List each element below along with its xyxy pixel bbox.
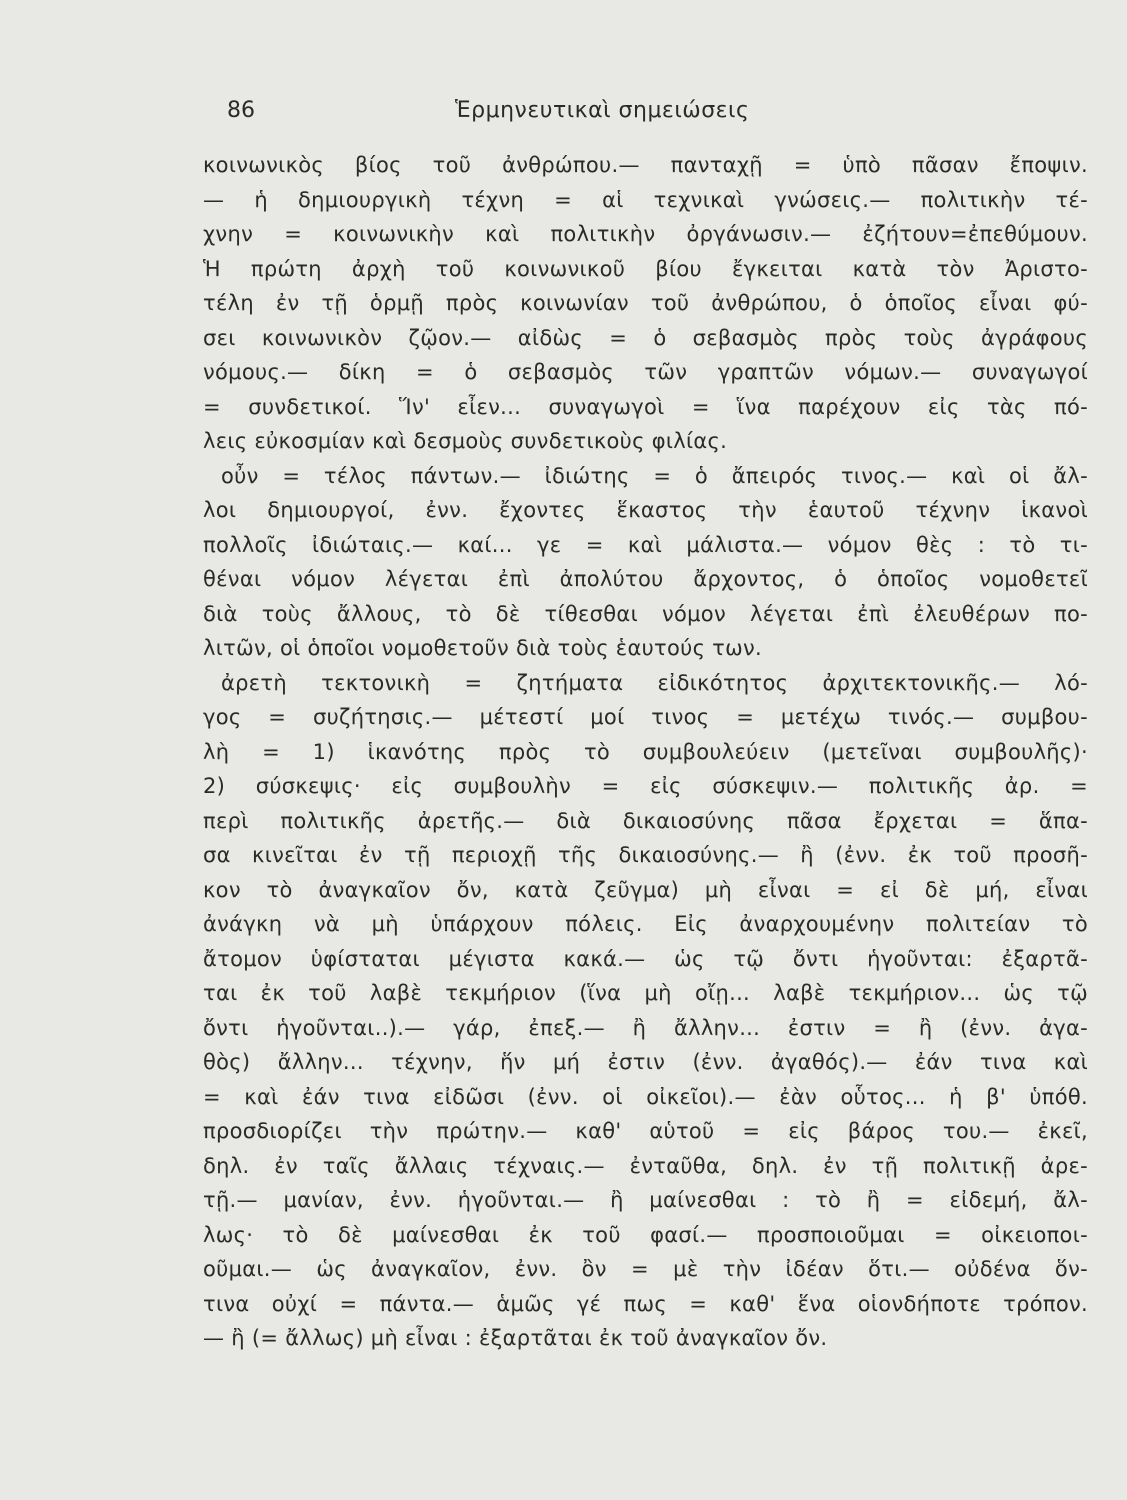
text-line: οὖν = τέλος πάντων.— ἰδιώτης = ὁ ἄπειρός τινος.— καὶ οἱ ἄλ- [221, 463, 1088, 488]
text-line: χνην = κοινωνικὴν καὶ πολιτικὴν ὀργάνωσιν.— ἐζήτουν=ἐπεθύμουν. [203, 222, 1088, 246]
text-line: σει κοινωνικὸν ζῷον.— αἰδὼς = ὁ σεβασμὸς πρὸς τοὺς ἀγράφους [203, 325, 1088, 350]
text-line: λιτῶν, οἱ ὁποῖοι νομοθετοῦν διὰ τοὺς ἑαυτούς των. [203, 636, 763, 660]
text-line: κον τὸ ἀναγκαῖον ὄν, κατὰ ζεῦγμα) μὴ εἶναι = εἰ δὲ μή, εἶναι [203, 877, 1088, 902]
text-line: λεις εὐκοσμίαν καὶ δεσμοὺς συνδετικοὺς φιλίας. [203, 429, 728, 453]
text-line: λοι δημιουργοί, ἐνν. ἔχοντες ἕκαστος τὴν ἑαυτοῦ τέχνην ἱκανοὶ [203, 498, 1088, 522]
text-line: θὸς) ἄλλην... τέχνην, ἥν μή ἐστιν (ἐνν. ἀγαθός).— ἐάν τινα καὶ [203, 1050, 1088, 1074]
text-line: δηλ. ἐν ταῖς ἄλλαις τέχναις.— ἐνταῦθα, δηλ. ἐν τῇ πολιτικῇ ἀρε- [203, 1153, 1088, 1178]
text-line: λως· τὸ δὲ μαίνεσθαι ἐκ τοῦ φασί.— προσποιοῦμαι = οἰκειοποι- [203, 1222, 1088, 1247]
text-line: ὄντι ἡγοῦνται..).— γάρ, ἐπεξ.— ἢ ἄλλην... ἐστιν = ἢ (ἐνν. ἀγα- [203, 1015, 1088, 1040]
text-line: γος = συζήτησις.— μέτεστί μοί τινος = μετέχω τινός.— συμβου- [203, 705, 1088, 729]
text-line: σα κινεῖται ἐν τῇ περιοχῇ τῆς δικαιοσύνης.— ἢ (ἐνν. ἐκ τοῦ προσῆ- [203, 843, 1088, 867]
text-line: 2) σύσκεψις· εἰς συμβουλὴν = εἰς σύσκεψιν.— πολιτικῆς ἀρ. = [203, 774, 1088, 798]
text-line: τέλη ἐν τῇ ὁρμῇ πρὸς κοινωνίαν τοῦ ἀνθρώπου, ὁ ὁποῖος εἶναι φύ- [203, 291, 1088, 315]
text-line: ται ἐκ τοῦ λαβὲ τεκμήριον (ἵνα μὴ οἴῃ... λαβὲ τεκμήριον... ὡς τῷ [203, 981, 1088, 1005]
text-line: λὴ = 1) ἱκανότης πρὸς τὸ συμβουλεύειν (μετεῖναι συμβουλῆς)· [203, 739, 1088, 764]
text-line: τῇ.— μανίαν, ἐνν. ἡγοῦνται.— ἢ μαίνεσθαι : τὸ ἢ = εἰδεμή, ἄλ- [203, 1188, 1088, 1212]
running-head-title: Ἑρμηνευτικαὶ σημειώσεις [455, 98, 750, 123]
text-line: διὰ τοὺς ἄλλους, τὸ δὲ τίθεσθαι νόμον λέγεται ἐπὶ ἐλευθέρων πο- [203, 601, 1088, 626]
text-line: κοινωνικὸς βίος τοῦ ἀνθρώπου.— πανταχῇ = ὑπὸ πᾶσαν ἔποψιν. [203, 153, 1088, 177]
text-line: πολλοῖς ἰδιώταις.— καί... γε = καὶ μάλιστα.— νόμον θὲς : τὸ τι- [203, 532, 1088, 557]
text-line: ἀνάγκη νὰ μὴ ὑπάρχουν πόλεις. Εἰς ἀναρχουμένην πολιτείαν τὸ [203, 912, 1088, 936]
text-line: — ἡ δημιουργικὴ τέχνη = αἱ τεχνικαὶ γνώσεις.— πολιτικὴν τέ- [203, 187, 1088, 212]
text-line: = συνδετικοί. Ἵν' εἶεν... συναγωγοὶ = ἵνα παρέχουν εἰς τὰς πό- [203, 394, 1088, 419]
commentary-text [203, 148, 1088, 1356]
text-line: θέναι νόμον λέγεται ἐπὶ ἀπολύτου ἄρχοντος, ὁ ὁποῖος νομοθετεῖ [203, 567, 1088, 591]
text-line: Ἡ πρώτη ἀρχὴ τοῦ κοινωνικοῦ βίου ἔγκειται κατὰ τὸν Ἀριστο- [203, 256, 1088, 281]
text-line: προσδιορίζει τὴν πρώτην.— καθ' αὑτοῦ = εἰς βάρος του.— ἐκεῖ, [203, 1119, 1088, 1143]
text-line: τινα οὐχί = πάντα.— ἁμῶς γέ πως = καθ' ἕνα οἱονδήποτε τρόπον. [203, 1291, 1088, 1316]
text-line: περὶ πολιτικῆς ἀρετῆς.— διὰ δικαιοσύνης πᾶσα ἔρχεται = ἅπα- [203, 808, 1088, 833]
text-line: = καὶ ἐάν τινα εἰδῶσι (ἐνν. οἱ οἰκεῖοι).— ἐὰν οὗτος... ἡ β' ὑπόθ. [203, 1084, 1088, 1109]
text-line: νόμους.— δίκη = ὁ σεβασμὸς τῶν γραπτῶν νόμων.— συναγωγοί [203, 360, 1088, 384]
text-line: οῦμαι.— ὡς ἀναγκαῖον, ἐνν. ὂν = μὲ τὴν ἰδέαν ὅτι.— οὐδένα ὅν- [203, 1257, 1088, 1281]
page-number: 86 [227, 98, 255, 123]
running-header [0, 98, 1127, 132]
text-line: ἀρετὴ τεκτονικὴ = ζητήματα εἰδικότητος ἀρχιτεκτονικῆς.— λό- [221, 670, 1088, 695]
text-line: ἄτομον ὑφίσταται μέγιστα κακά.— ὡς τῷ ὄντι ἡγοῦνται: ἐξαρτᾶ- [203, 946, 1088, 971]
text-line: — ἢ (= ἄλλως) μὴ εἶναι : ἐξαρτᾶται ἐκ τοῦ ἀναγκαῖον ὄν. [203, 1326, 828, 1350]
